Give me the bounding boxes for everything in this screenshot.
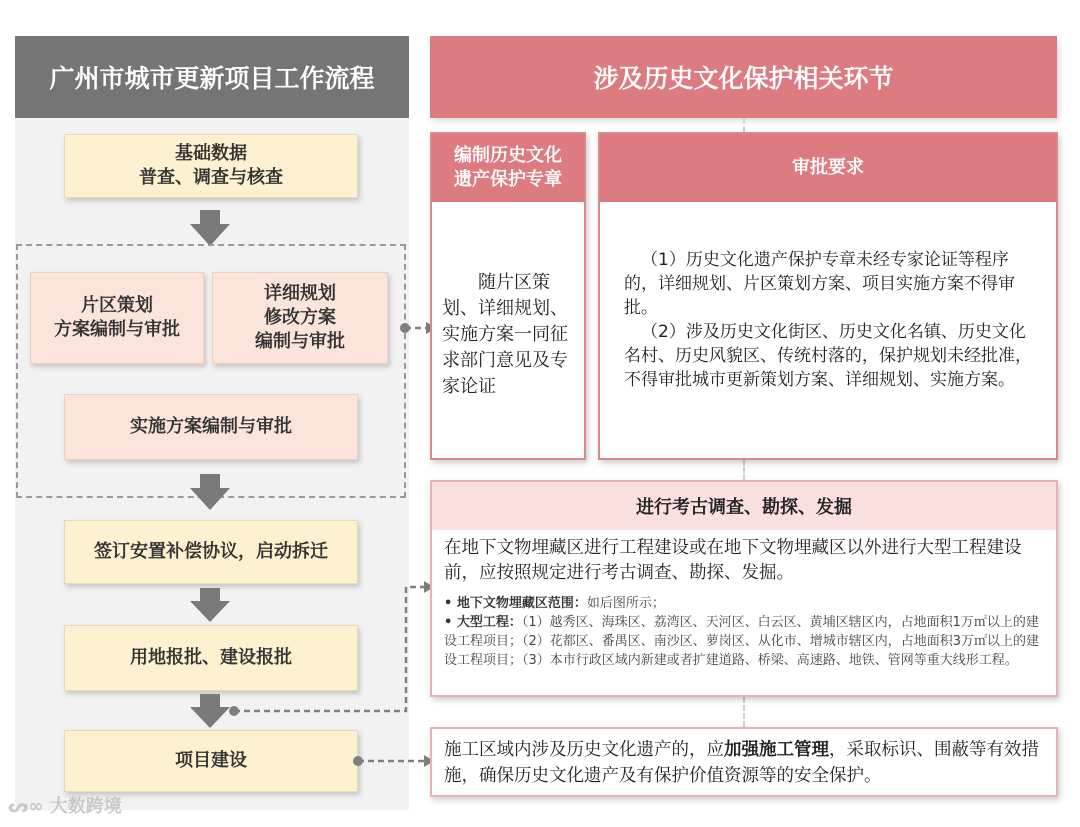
watermark (8, 792, 122, 818)
guide-line (743, 697, 745, 727)
step-detailed-planning-line1: 详细规划 (264, 283, 336, 304)
archaeology-title: 进行考古调查、勘探、发掘 (432, 482, 1056, 530)
heritage-chapter-text: 随片区策划、详细规划、实施方案一同征求部门意见及专家论证 (442, 272, 568, 397)
archaeology-notes (432, 586, 1056, 670)
heritage-title-line2: 遗产保护专章 (454, 169, 562, 190)
construction-management-text (444, 737, 1046, 789)
approval-rule-1: （1）历史文化遗产保护专章未经专家论证等程序的，详细规划、片区策划方案、项目实施方案不得审批。 (624, 250, 1015, 318)
step-detailed-planning-line2: 修改方案 (264, 307, 336, 328)
note-major-projects-label: • 大型工程： (444, 615, 522, 630)
approval-requirements-card (598, 132, 1058, 460)
guide-line (743, 460, 745, 480)
heritage-chapter-title (432, 134, 584, 202)
construction-text-part1: 施工区域内涉及历史文化遗产的，应 (444, 740, 724, 760)
step-basic-data-line2: 普查、调查与核查 (139, 167, 283, 188)
note-buried-area-label: • 地下文物埋藏区范围： (444, 596, 587, 611)
step-implementation-plan: 实施方案编制与审批 (64, 394, 358, 460)
step-area-planning-line2: 方案编制与审批 (54, 319, 180, 340)
step-compensation-agreement: 签订安置补偿协议，启动拆迁 (64, 520, 358, 584)
step-land-approval: 用地报批、建设报批 (64, 625, 358, 691)
construction-text-part2: ，采取标识、围蔽等有效措施，确保历史文化遗产及有保护价值资源等的安全保护。 (444, 740, 1039, 786)
note-buried-area-text: 如后图所示； (586, 596, 665, 611)
approval-rule-2: （2）涉及历史文化街区、历史文化名镇、历史文化名村、历史风貌区、传统村落的，保护规划未经批准，不得审批城市更新策划方案、详细规划、实施方案。 (624, 322, 1032, 390)
approval-requirements-title: 审批要求 (600, 134, 1056, 202)
construction-management-card (430, 727, 1058, 797)
construction-text-emphasis: 加强施工管理 (724, 740, 829, 760)
watermark-text: 大数跨境 (49, 796, 122, 817)
step-detailed-planning-line3: 编制与审批 (255, 331, 345, 352)
archaeology-card (430, 480, 1058, 697)
watermark-logo-icon: ᔕ∞ (8, 796, 44, 817)
right-column-title: 涉及历史文化保护相关环节 (430, 36, 1057, 118)
note-major-projects-text: （1）越秀区、海珠区、荔湾区、天河区、白云区、黄埔区辖区内，占地面积1万㎡以上的建设工程项目；（2）花都区、番禺区、南沙区、萝岗区、从化市、增城市辖区内，占地面积3万㎡以上的建设工程项目；（3）本市行政区域内新建或者扩建道路、桥梁、高速路、地铁、管网等重大线形工程。 (444, 615, 1040, 668)
left-column-title: 广州市城市更新项目工作流程 (15, 36, 409, 118)
step-project-construction: 项目建设 (64, 730, 358, 792)
heritage-title-line1: 编制历史文化 (454, 145, 562, 166)
guide-line (743, 118, 745, 132)
heritage-chapter-card (430, 132, 586, 460)
step-area-planning-line1: 片区策划 (81, 295, 153, 316)
archaeology-main-text: 在地下文物埋藏区进行工程建设或在地下文物埋藏区以外进行大型工程建设前，应按照规定进行考古调查、勘探、发掘。 (444, 538, 1022, 583)
step-basic-data-line1: 基础数据 (175, 143, 247, 164)
